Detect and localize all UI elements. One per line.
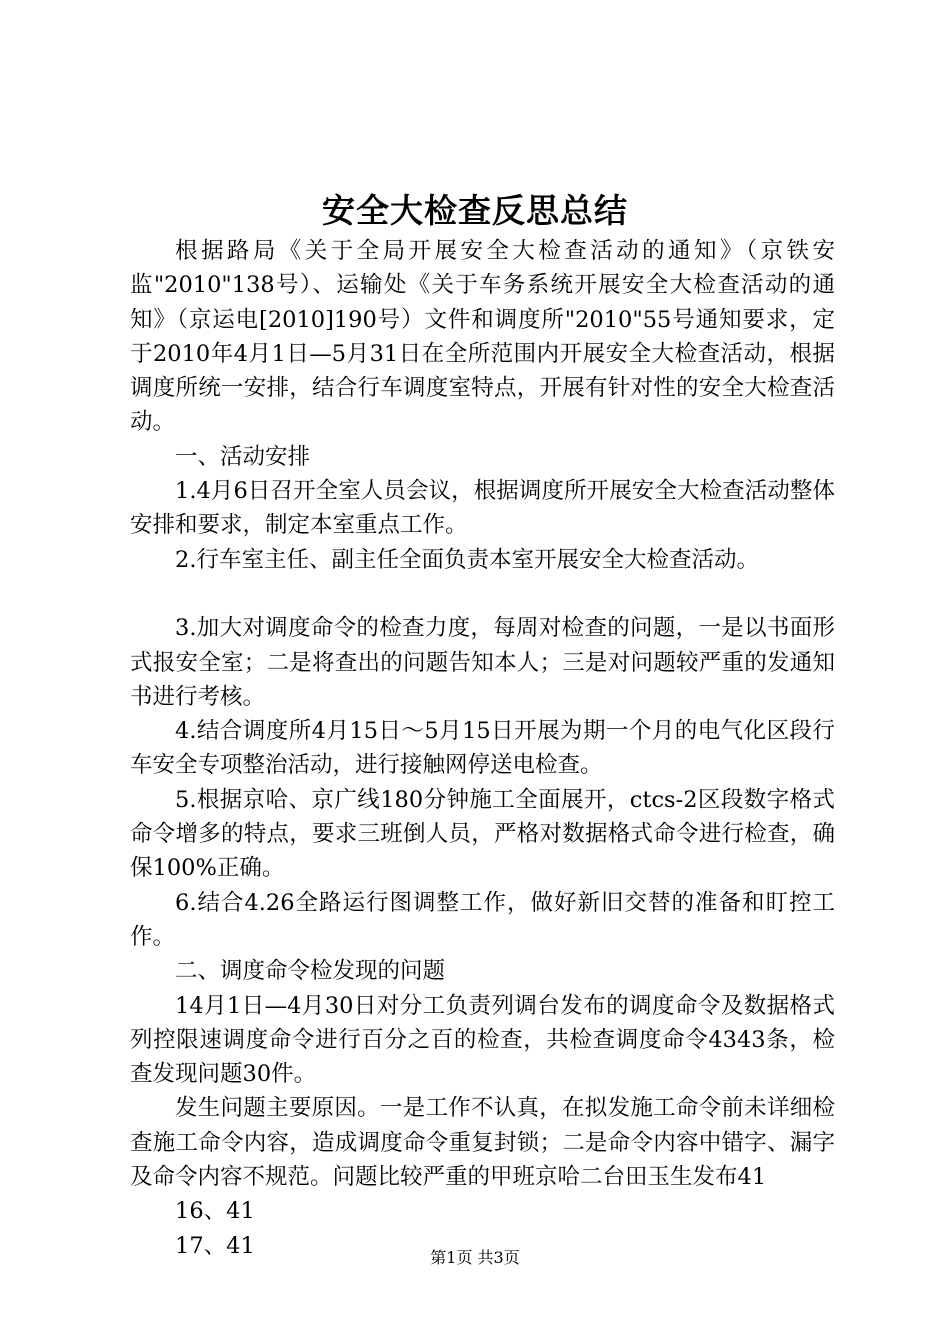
- paragraph-item-2: 2.行车室主任、副主任全面负责本室开展安全大检查活动。: [175, 546, 759, 573]
- document-title: 安全大检查反思总结: [322, 191, 628, 230]
- paragraph-main-causes: 发生问题主要原因。一是工作不认真，在拟发施工命令前未详细检查施工命令内容，造成调度命令重复封锁；二是命令内容中错字、漏字及命令内容不规范。问题比较严重的甲班京哈二台田玉生发布41: [130, 1095, 835, 1191]
- paragraph-fragment-16: 16、41: [175, 1198, 255, 1225]
- page-footer: 第1页 共3页: [430, 1248, 520, 1267]
- blank-line: [130, 577, 835, 611]
- document-body: [130, 234, 835, 1263]
- paragraph-fragment-17: 17、41: [175, 1232, 255, 1259]
- paragraph-item-5: 5.根据京哈、京广线180分钟施工全面展开，ctcs-2区段数字格式命令增多的特点，要求三班倒人员，严格对数据格式命令进行检查，确保100%正确。: [130, 786, 835, 882]
- paragraph-item-1: 1.4月6日召开全室人员会议，根据调度所开展安全大检查活动整体安排和要求，制定本室重点工作。: [130, 478, 835, 539]
- section-heading-activity-arrangement: 一、活动安排: [175, 443, 311, 470]
- paragraph-intro: 根据路局《关于全局开展安全大检查活动的通知》（京铁安监"2010"138号）、运输处《关于车务系统开展安全大检查活动的通知》（京运电[2010]190号）文件和调度所"2010"55号通知要求，定于2010年4月1日—5月31日在全所范围内开展安全大检查活动，根据调度所统一安排，结合行车调度室特点，开展有针对性的安全大检查活动。: [130, 238, 835, 436]
- paragraph-item-3: 3.加大对调度命令的检查力度，每周对检查的问题，一是以书面形式报安全室；二是将查出的问题告知本人；三是对问题较严重的发通知书进行考核。: [130, 615, 835, 710]
- paragraph-item-4: 4.结合调度所4月15日～5月15日开展为期一个月的电气化区段行车安全专项整治活动，进行接触网停送电检查。: [130, 718, 835, 779]
- paragraph-inspection-summary: 14月1日—4月30日对分工负责列调台发布的调度命令及数据格式列控限速调度命令进行百分之百的检查，共检查调度命令4343条，检查发现问题30件。: [130, 992, 835, 1088]
- paragraph-item-6: 6.结合4.26全路运行图调整工作，做好新旧交替的准备和盯控工作。: [130, 889, 835, 950]
- section-heading-problems-found: 二、调度命令检发现的问题: [175, 958, 446, 985]
